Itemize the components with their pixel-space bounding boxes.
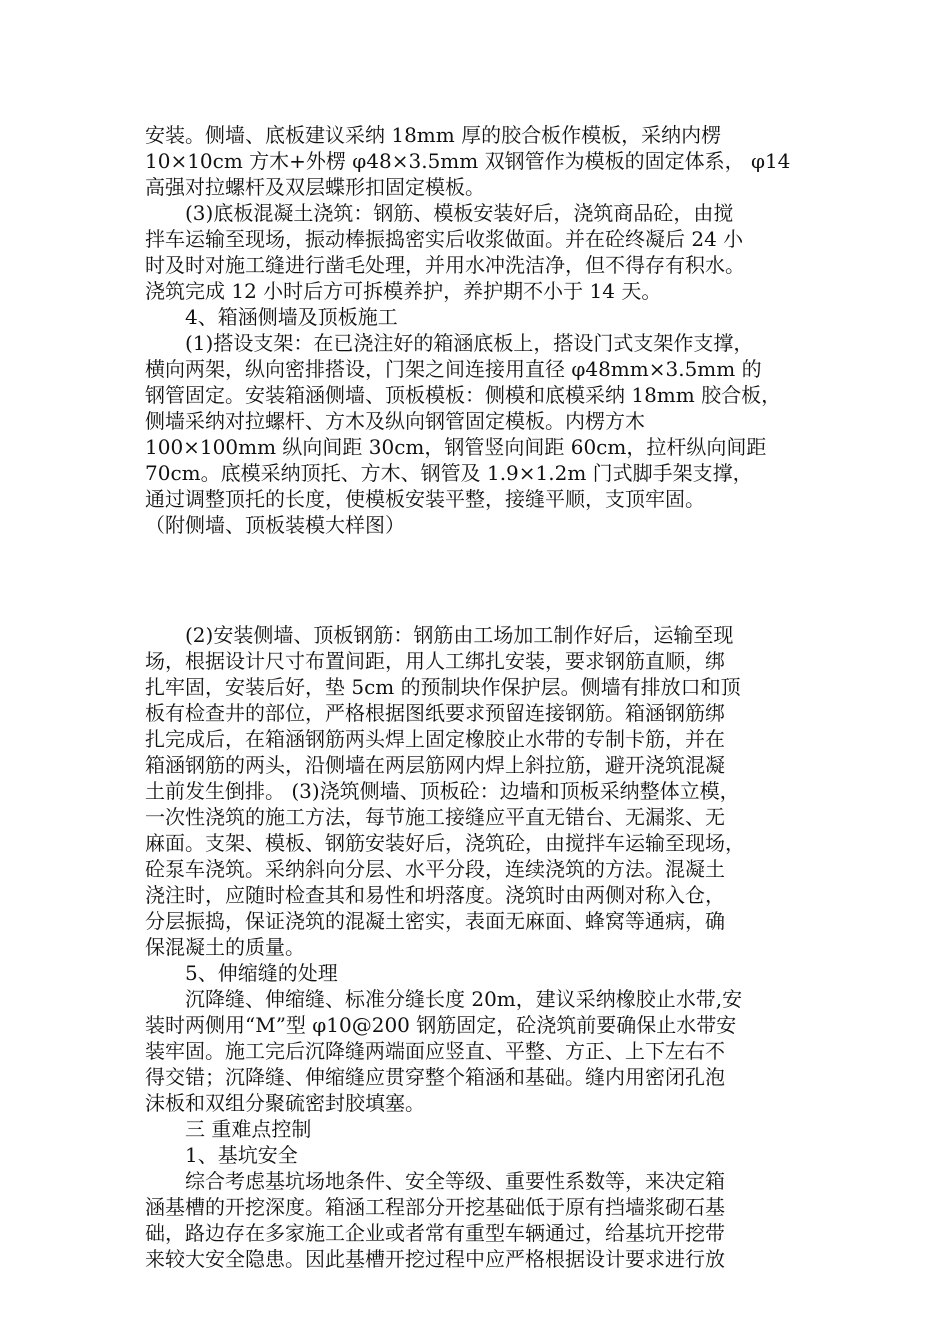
section-heading: 5、伸缩缝的处理 <box>185 961 338 985</box>
text-line: 浇筑完成 12 小时后方可拆模养护，养护期不小于 14 天。 <box>145 279 662 303</box>
text-line: 拌车运输至现场，振动棒振捣密实后收浆做面。并在砼终凝后 24 小 <box>145 227 744 251</box>
text-line: 高强对拉螺杆及双层蝶形扣固定模板。 <box>145 175 485 199</box>
text-line: 沉降缝、伸缩缝、标准分缝长度 20m，建议采纳橡胶止水带,安 <box>185 987 743 1011</box>
text-line: 箱涵钢筋的两头，沿侧墙在两层筋网内焊上斜拉筋，避开浇筑混凝 <box>145 753 725 777</box>
text-line: 场，根据设计尺寸布置间距，用人工绑扎安装，要求钢筋直顺，绑 <box>145 649 725 673</box>
text-line: 综合考虑基坑场地条件、安全等级、重要性系数等，来决定箱 <box>185 1169 725 1193</box>
text-line: 70cm。底模采纳顶托、方木、钢管及 1.9×1.2m 门式脚手架支撑， <box>145 461 753 485</box>
text-line: 横向两架，纵向密排搭设，门架之间连接用直径 φ48mm×3.5mm 的 <box>145 357 762 381</box>
text-line: (1)搭设支架：在已浇注好的箱涵底板上，搭设门式支架作支撑， <box>185 331 754 355</box>
section-heading: 三 重难点控制 <box>185 1117 312 1141</box>
text-line: 土前发生倒排。 (3)浇筑侧墙、顶板砼：边墙和顶板采纳整体立模， <box>145 779 740 803</box>
text-line: 砼泵车浇筑。采纳斜向分层、水平分段，连续浇筑的方法。混凝土 <box>145 857 725 881</box>
text-line: 10×10cm 方木+外楞 φ48×3.5mm 双钢管作为模板的固定体系， φ14 <box>145 149 791 173</box>
text-line: (3)底板混凝土浇筑：钢筋、模板安装好后，浇筑商品砼，由搅 <box>185 201 734 225</box>
text-line: 侧墙采纳对拉螺杆、方木及纵向钢管固定模板。内楞方木 <box>145 409 645 433</box>
text-line: 麻面。支架、模板、钢筋安装好后，浇筑砼，由搅拌车运输至现场， <box>145 831 745 855</box>
text-line: 扎完成后，在箱涵钢筋两头焊上固定橡胶止水带的专制卡筋，并在 <box>145 727 725 751</box>
text-line: 钢管固定。安装箱涵侧墙、顶板模板：侧模和底模采纳 18mm 胶合板， <box>145 383 782 407</box>
text-line: 分层振捣，保证浇筑的混凝土密实，表面无麻面、蜂窝等通病，确 <box>145 909 725 933</box>
figure-caption: （附侧墙、顶板装模大样图） <box>145 513 405 537</box>
text-line: 时及时对施工缝进行凿毛处理，并用水冲洗洁净，但不得存有积水。 <box>145 253 745 277</box>
text-line: 浇注时，应随时检查其和易性和坍落度。浇筑时由两侧对称入仓， <box>145 883 725 907</box>
text-line: 100×100mm 纵向间距 30cm，钢管竖向间距 60cm，拉杆纵向间距 <box>145 435 767 459</box>
text-line: 扎牢固，安装后好，垫 5cm 的预制块作保护层。侧墙有排放口和顶 <box>145 675 741 699</box>
text-line: 装牢固。施工完后沉降缝两端面应竖直、平整、方正、上下左右不 <box>145 1039 725 1063</box>
text-line: 涵基槽的开挖深度。箱涵工程部分开挖基础低于原有挡墙浆砌石基 <box>145 1195 725 1219</box>
text-line: (2)安装侧墙、顶板钢筋：钢筋由工场加工制作好后，运输至现 <box>185 623 734 647</box>
text-line: 来较大安全隐患。因此基槽开挖过程中应严格根据设计要求进行放 <box>145 1247 725 1271</box>
text-line: 安装。侧墙、底板建议采纳 18mm 厚的胶合板作模板，采纳内楞 <box>145 123 722 147</box>
text-line: 装时两侧用“M”型 φ10@200 钢筋固定，砼浇筑前要确保止水带安 <box>145 1013 737 1037</box>
text-line: 保混凝土的质量。 <box>145 935 305 959</box>
section-heading: 1、基坑安全 <box>185 1143 298 1167</box>
text-line: 板有检查井的部位，严格根据图纸要求预留连接钢筋。箱涵钢筋绑 <box>145 701 725 725</box>
text-line: 得交错；沉降缝、伸缩缝应贯穿整个箱涵和基础。缝内用密闭孔泡 <box>145 1065 725 1089</box>
text-line: 础，路边存在多家施工企业或者常有重型车辆通过，给基坑开挖带 <box>145 1221 725 1245</box>
text-line: 沫板和双组分聚硫密封胶填塞。 <box>145 1091 425 1115</box>
text-line: 一次性浇筑的施工方法，每节施工接缝应平直无错台、无漏浆、无 <box>145 805 725 829</box>
section-heading: 4、箱涵侧墙及顶板施工 <box>185 305 398 329</box>
text-line: 通过调整顶托的长度，使模板安装平整，接缝平顺，支顶牢固。 <box>145 487 705 511</box>
